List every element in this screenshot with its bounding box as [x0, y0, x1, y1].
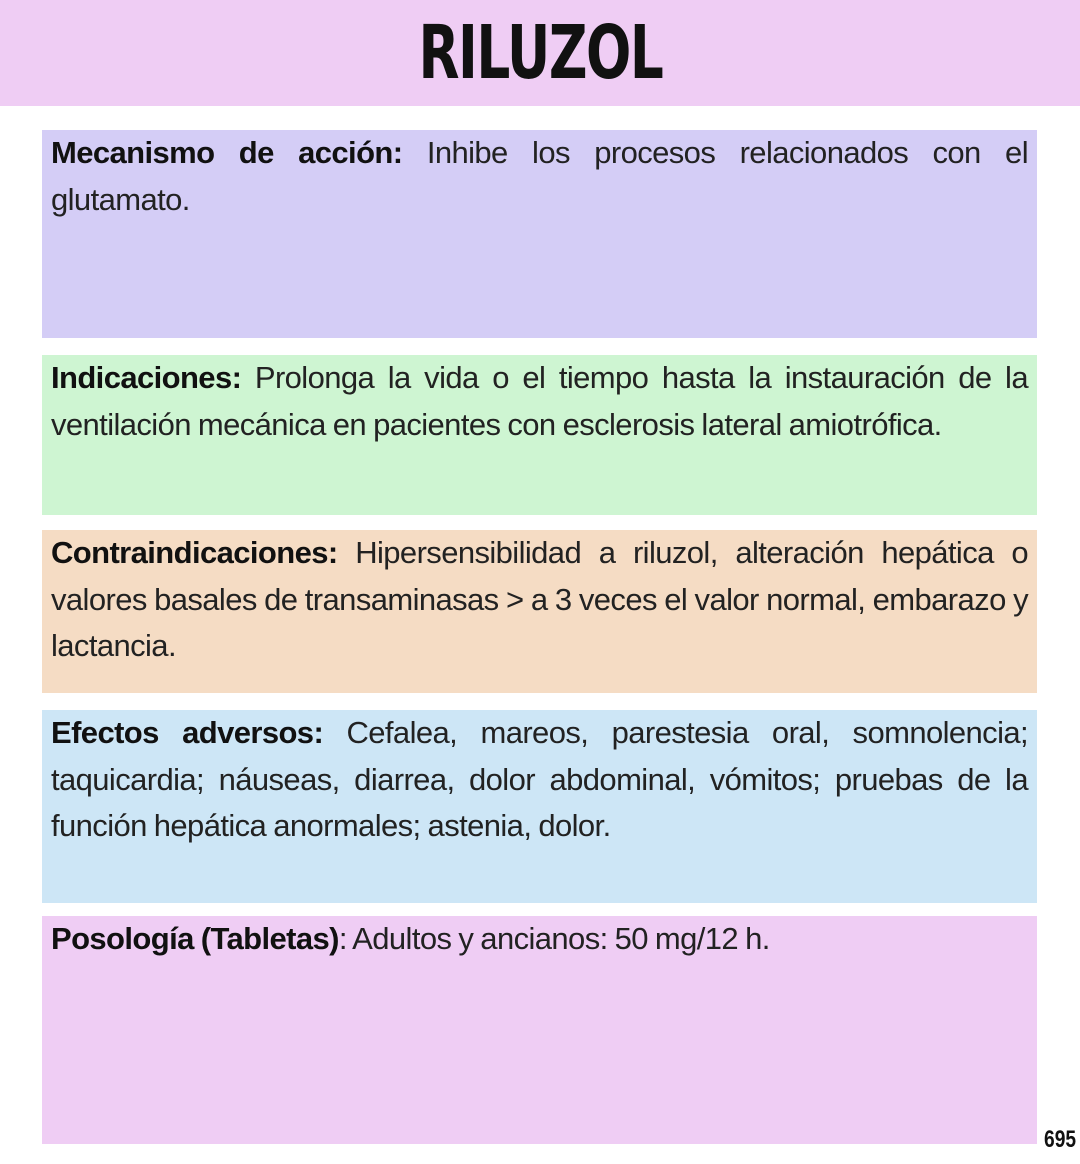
section-text: Inhibe los procesos relacionados con el glutamato. [51, 135, 1028, 217]
section-label: Indicaciones: [51, 360, 242, 395]
section-label: Efectos adversos: [51, 715, 324, 750]
section-text: Hipersensibilidad a riluzol, alteración hepática o valores basales de transaminasas > a 3 veces el valor normal, embarazo y lactancia. [51, 535, 1028, 663]
section-dosage [42, 916, 1037, 1144]
title-banner [0, 0, 1080, 106]
section-label: Posología (Tabletas) [51, 921, 339, 956]
section-indications [42, 355, 1037, 515]
section-text: : Adultos y ancianos: 50 mg/12 h. [338, 921, 770, 956]
section-text: Cefalea, mareos, parestesia oral, somnolencia; taquicardia; náuseas, diarrea, dolor abdominal, vómitos; pruebas de la función hepática anormales; astenia, dolor. [51, 715, 1029, 843]
section-label: Contraindicaciones: [51, 535, 338, 570]
section-mechanism [42, 130, 1037, 338]
page-number: 695 [1043, 1126, 1076, 1153]
section-adverse-effects [42, 710, 1037, 903]
section-text: Prolonga la vida o el tiempo hasta la instauración de la ventilación mecánica en pacientes con esclerosis lateral amiotrófica. [51, 360, 1028, 442]
page-title: RILUZOL [418, 10, 662, 96]
section-label: Mecanismo de acción: [51, 135, 403, 170]
section-contraindications [42, 530, 1037, 693]
